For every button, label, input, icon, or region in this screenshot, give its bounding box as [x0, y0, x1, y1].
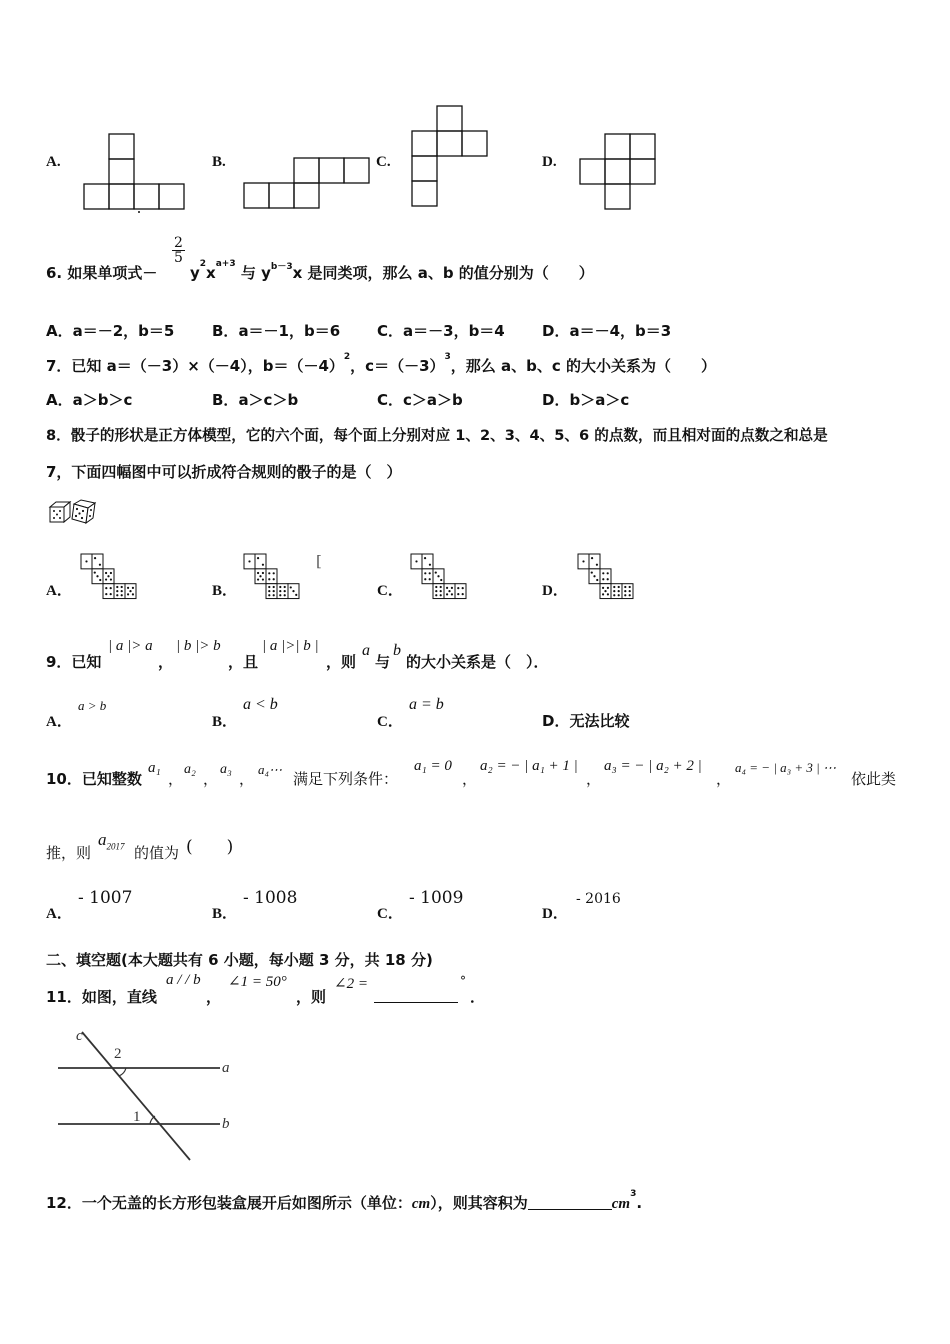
- q9-comma1: ，: [158, 653, 174, 671]
- dice-pip: [607, 593, 609, 595]
- dice-pip: [121, 590, 123, 592]
- dice-pip: [613, 590, 615, 592]
- q10-seq-2: a₂: [184, 762, 196, 777]
- dice-pip: [94, 571, 96, 573]
- dice-pip: [424, 557, 426, 559]
- label-b: b: [222, 1116, 230, 1132]
- dice-pip: [110, 587, 112, 589]
- dice-pip: [629, 586, 631, 588]
- q11-degree: °: [460, 974, 466, 988]
- dice-pip: [116, 590, 118, 592]
- q9-option-c-text: a = b: [409, 696, 444, 713]
- q10-seq-3: a₃: [220, 762, 232, 777]
- dice-pip: [262, 578, 264, 580]
- q8-option-d-label: D．: [542, 583, 568, 599]
- q10-option-d-text: - 2016: [576, 891, 621, 907]
- q10-sep: ，: [462, 770, 478, 788]
- q8-option-b-label: B．: [212, 583, 238, 599]
- q10-eq3: a₃ = − | a₂ + 2 |: [604, 758, 702, 774]
- q8-stray-bracket: [: [316, 552, 322, 570]
- dice-pip: [279, 590, 281, 592]
- dice-pip: [284, 594, 286, 596]
- q10-paren: ( ): [186, 837, 234, 857]
- q7-text-b: ，c＝（－3）: [350, 357, 445, 375]
- dice-pip: [437, 575, 439, 577]
- q10-sep: ，: [239, 770, 255, 788]
- dice-pip: [446, 593, 448, 595]
- q10-option-c-label: C．: [377, 906, 403, 922]
- dice-pip: [129, 590, 131, 592]
- q9-cond2: | b |> b: [176, 638, 221, 654]
- label-one: 1: [133, 1109, 141, 1125]
- dice-pip: [295, 594, 297, 596]
- q11-parallel-lines-figure: [56, 1024, 246, 1164]
- dice-pip: [273, 578, 275, 580]
- dice-pip: [462, 587, 464, 589]
- q10-option-a-label: A．: [46, 906, 72, 922]
- dice-face: [422, 554, 433, 569]
- dice-face: [433, 584, 444, 599]
- dice-pip: [268, 578, 270, 580]
- q10-option-d-label: D．: [542, 906, 568, 922]
- q9-option-b-text: a < b: [243, 696, 278, 713]
- dice-pip: [105, 578, 107, 580]
- q6-term1b: x: [206, 264, 216, 282]
- dice-pip: [448, 590, 450, 592]
- dice-face: [622, 584, 633, 599]
- dice-pip: [262, 564, 264, 566]
- dice-face: [589, 554, 600, 569]
- q6-option-c: C．a＝－3，b＝4: [377, 322, 505, 340]
- dice-pip: [121, 586, 123, 588]
- q8-option-c-label: C．: [377, 583, 403, 599]
- dice-pip: [591, 557, 593, 559]
- q11-prefix: 11．如图，直线: [46, 988, 157, 1006]
- q12-text: 12．一个无盖的长方形包装盒展开后如图所示（单位：: [46, 1194, 412, 1212]
- q9-var-a: a: [362, 642, 370, 659]
- dice-pip: [292, 590, 294, 592]
- dice-pip: [591, 571, 593, 573]
- dice-pip: [273, 572, 275, 574]
- q9-cond3: | a |>| b |: [262, 638, 319, 654]
- dice-pip: [593, 575, 595, 577]
- dice-pip: [132, 587, 134, 589]
- dice-pip: [618, 594, 620, 596]
- dice-pip: [268, 590, 270, 592]
- q5-net-b: [244, 158, 374, 212]
- q10-sep: ，: [716, 770, 732, 788]
- q7-sup-b: 2: [343, 352, 351, 362]
- reference-dice-icon: [48, 499, 100, 525]
- dice-pip: [429, 578, 431, 580]
- dice-face: [103, 584, 114, 599]
- dice-pip: [596, 579, 598, 581]
- dice-pip: [105, 593, 107, 595]
- dice-pip: [116, 586, 118, 588]
- dice-pip: [116, 594, 118, 596]
- dice-face: [266, 569, 277, 584]
- dice-pip: [602, 587, 604, 589]
- q8-option-a-label: A．: [46, 583, 72, 599]
- q11-comma: ，: [206, 988, 222, 1006]
- q9-then: ，则: [326, 653, 357, 671]
- dice-face: [455, 584, 466, 599]
- dice-pip: [424, 578, 426, 580]
- q12-stem: [46, 1189, 643, 1213]
- dice-face: [255, 554, 266, 569]
- dice-pip: [268, 586, 270, 588]
- dice-face: [422, 569, 433, 584]
- section2-title: 二、填空题(本大题共有 6 小题，每小题 3 分，共 18 分): [46, 951, 433, 969]
- q11-then: ，则: [296, 988, 327, 1006]
- dice-pip: [127, 587, 129, 589]
- q12-text2: ），则其容积为: [430, 1194, 528, 1212]
- q5-option-c-label: C.: [376, 154, 391, 170]
- dice-pip: [110, 578, 112, 580]
- dice-pip: [457, 587, 459, 589]
- q12-period: .: [636, 1194, 643, 1212]
- dice-pip: [618, 590, 620, 592]
- dice-pip: [273, 590, 275, 592]
- q6-option-b: B．a＝－1，b＝6: [212, 322, 341, 340]
- dice-pip: [624, 586, 626, 588]
- q6-term2-exp: b－3: [270, 262, 293, 272]
- dice-pip: [607, 578, 609, 580]
- dice-pip: [435, 571, 437, 573]
- dice-pip: [457, 593, 459, 595]
- q10-option-b-text: - 1008: [243, 888, 298, 908]
- dice-pip: [105, 572, 107, 574]
- label-c: c: [76, 1028, 83, 1044]
- q9-comma2: ，且: [228, 653, 259, 671]
- q10-sep: ，: [203, 770, 219, 788]
- q9-var-b: b: [393, 642, 401, 659]
- dice-pip: [607, 587, 609, 589]
- dice-pip: [429, 564, 431, 566]
- q6-term1: y: [190, 264, 200, 282]
- q9-option-b-label: B．: [212, 714, 238, 730]
- q8-line1: 8．骰子的形状是正方体模型，它的六个面，每个面上分别对应 1、2、3、4、5、6 的点数，而且相对面的点数之和总是: [46, 427, 828, 444]
- dice-face: [266, 584, 277, 599]
- q10-sep: ，: [168, 770, 184, 788]
- dice-pip: [273, 594, 275, 596]
- dice-pip: [462, 593, 464, 595]
- q6-term1b-exp: a+3: [215, 259, 236, 269]
- q5-net-d: [580, 134, 660, 214]
- q7-option-b: B．a＞c＞b: [212, 391, 299, 409]
- dice-pip: [435, 590, 437, 592]
- dice-pip: [268, 572, 270, 574]
- q6-number: 6.: [46, 264, 63, 282]
- dice-pip: [279, 594, 281, 596]
- dice-pip: [604, 590, 606, 592]
- dice-pip: [284, 590, 286, 592]
- dice-face: [611, 584, 622, 599]
- q10-eq2: a₂ = − | a₁ + 1 |: [480, 758, 578, 774]
- q6-stem-rest: [190, 259, 594, 283]
- dice-pip: [446, 587, 448, 589]
- q6-term1-exp: 2: [199, 259, 207, 269]
- dice-pip: [451, 587, 453, 589]
- q5-option-d-label: D.: [542, 154, 557, 170]
- q6-option-a: A．a＝－2，b＝5: [46, 322, 175, 340]
- dice-pip: [613, 586, 615, 588]
- dice-face: [277, 584, 288, 599]
- q9-option-d: D．无法比较: [542, 712, 630, 730]
- q9-tail: 的大小关系是（ ）．: [406, 653, 549, 671]
- q6-frac-den: 5: [174, 250, 183, 266]
- dice-pip: [435, 594, 437, 596]
- dice-pip: [607, 572, 609, 574]
- q12-answer-blank[interactable]: [528, 1195, 612, 1210]
- dice-pip: [440, 594, 442, 596]
- q7-sup-c: 3: [444, 352, 451, 362]
- q7-stem: [46, 352, 716, 376]
- q11-angle1: ∠1 = 50°: [228, 974, 287, 990]
- dice-pip: [107, 575, 109, 577]
- dice-pip: [629, 594, 631, 596]
- q10-a2017: $a_{2017}$: [98, 830, 125, 852]
- dice-pip: [127, 593, 129, 595]
- dice-pip: [424, 572, 426, 574]
- q10-option-c-text: - 1009: [409, 888, 464, 908]
- dice-pip: [99, 564, 101, 566]
- dice-pip: [121, 594, 123, 596]
- dice-pip: [273, 586, 275, 588]
- dice-pip: [415, 560, 417, 562]
- dice-pip: [602, 578, 604, 580]
- q8-dice-net-c: [410, 553, 480, 605]
- q10-satisfy: 满足下列条件：: [293, 770, 399, 788]
- q12-unit2-sup: 3: [630, 1189, 637, 1199]
- dice-pip: [613, 594, 615, 596]
- dice-face: [114, 584, 125, 599]
- label-two: 2: [114, 1046, 122, 1062]
- q10-eq4: a₄ = − | a₃ + 3 | ⋯: [735, 760, 837, 775]
- q7-text-c: ，那么 a、b、c 的大小关系为（ ）: [450, 357, 716, 375]
- dice-pip: [279, 586, 281, 588]
- q5-net-a: [84, 134, 188, 214]
- label-a: a: [222, 1060, 230, 1076]
- q6-option-d: D．a＝－4，b＝3: [542, 322, 672, 340]
- dice-pip: [440, 579, 442, 581]
- dice-pip: [110, 572, 112, 574]
- dice-pip: [284, 586, 286, 588]
- q10-line2-b: 的值为: [134, 844, 180, 862]
- dice-pip: [105, 587, 107, 589]
- q10-eq1: a₁ = 0: [414, 758, 452, 774]
- q10-prefix-text: 10．已知整数: [46, 770, 142, 788]
- dice-pip: [99, 579, 101, 581]
- dice-pip: [94, 557, 96, 559]
- q9-cond1: | a |> a: [108, 638, 153, 654]
- q7-option-a: A．a＞b＞c: [46, 391, 133, 409]
- dice-pip: [440, 590, 442, 592]
- q8-dice-net-d: [577, 553, 647, 605]
- dice-pip: [624, 590, 626, 592]
- q7-option-d: D．b＞a＞c: [542, 391, 630, 409]
- q9-with: 与: [375, 653, 391, 671]
- dice-pip: [132, 593, 134, 595]
- dice-pip: [85, 560, 87, 562]
- dice-pip: [262, 572, 264, 574]
- q11-parallel: a / / b: [166, 972, 201, 988]
- q8-line2: 7，下面四幅图中可以折成符合规则的骰子的是（ ）: [46, 463, 402, 481]
- dice-pip: [429, 572, 431, 574]
- dice-pip: [96, 575, 98, 577]
- q10-seq-4: a₄⋯: [258, 762, 283, 777]
- q10-option-a-text: - 1007: [78, 888, 133, 908]
- q12-unit2: cm: [611, 1196, 631, 1212]
- dice-pip: [435, 586, 437, 588]
- dice-face: [92, 554, 103, 569]
- q6-fraction: [172, 236, 185, 265]
- q6-frac-num: 2: [174, 235, 183, 251]
- dice-pip: [596, 564, 598, 566]
- q11-period: ．: [470, 988, 486, 1006]
- dice-pip: [290, 586, 292, 588]
- q9-option-a-text: a > b: [78, 698, 107, 713]
- q6-mid: 与 y: [240, 264, 271, 282]
- dice-pip: [629, 590, 631, 592]
- dice-pip: [259, 575, 261, 577]
- dice-pip: [268, 594, 270, 596]
- q10-prefix: [46, 768, 142, 789]
- dice-pip: [248, 560, 250, 562]
- q10-option-b-label: B．: [212, 906, 238, 922]
- q8-dice-net-a: [80, 553, 150, 605]
- q7-text-a: 7．已知 a＝（－3）×（－4），b＝（－4）: [46, 357, 344, 375]
- q12-unit: cm: [411, 1196, 431, 1212]
- dice-face: [600, 569, 611, 584]
- q10-seq-1: a₁: [148, 760, 161, 776]
- q10-tail1: 依此类: [851, 770, 897, 788]
- q9-option-c-label: C．: [377, 714, 403, 730]
- q9-option-a-label: A．: [46, 714, 72, 730]
- q11-angle2: ∠2 =: [334, 976, 368, 992]
- q5-option-b-label: B.: [212, 154, 226, 170]
- line-c: [82, 1032, 190, 1160]
- q5-net-c: [412, 106, 492, 210]
- dice-pip: [618, 586, 620, 588]
- q11-answer-blank[interactable]: [374, 986, 458, 1003]
- dice-pip: [440, 586, 442, 588]
- q6-term2b: x 是同类项，那么 a、b 的值分别为（ ）: [292, 264, 594, 282]
- dice-pip: [451, 593, 453, 595]
- dice-pip: [602, 572, 604, 574]
- q6-stem-before: 如果单项式－: [67, 264, 158, 282]
- q6-stem: [46, 262, 157, 283]
- q5-option-a-label: A.: [46, 154, 61, 170]
- q10-line2-a: 推，则: [46, 844, 92, 862]
- dice-pip: [602, 593, 604, 595]
- dice-pip: [257, 557, 259, 559]
- q10-sep: ，: [586, 770, 602, 788]
- q9-prefix: 9．已知: [46, 653, 102, 671]
- dice-pip: [582, 560, 584, 562]
- dice-pip: [110, 593, 112, 595]
- dice-pip: [257, 578, 259, 580]
- q8-dice-net-b: [243, 553, 313, 605]
- q7-option-c: C．c＞a＞b: [377, 391, 463, 409]
- dice-pip: [257, 572, 259, 574]
- dice-pip: [624, 594, 626, 596]
